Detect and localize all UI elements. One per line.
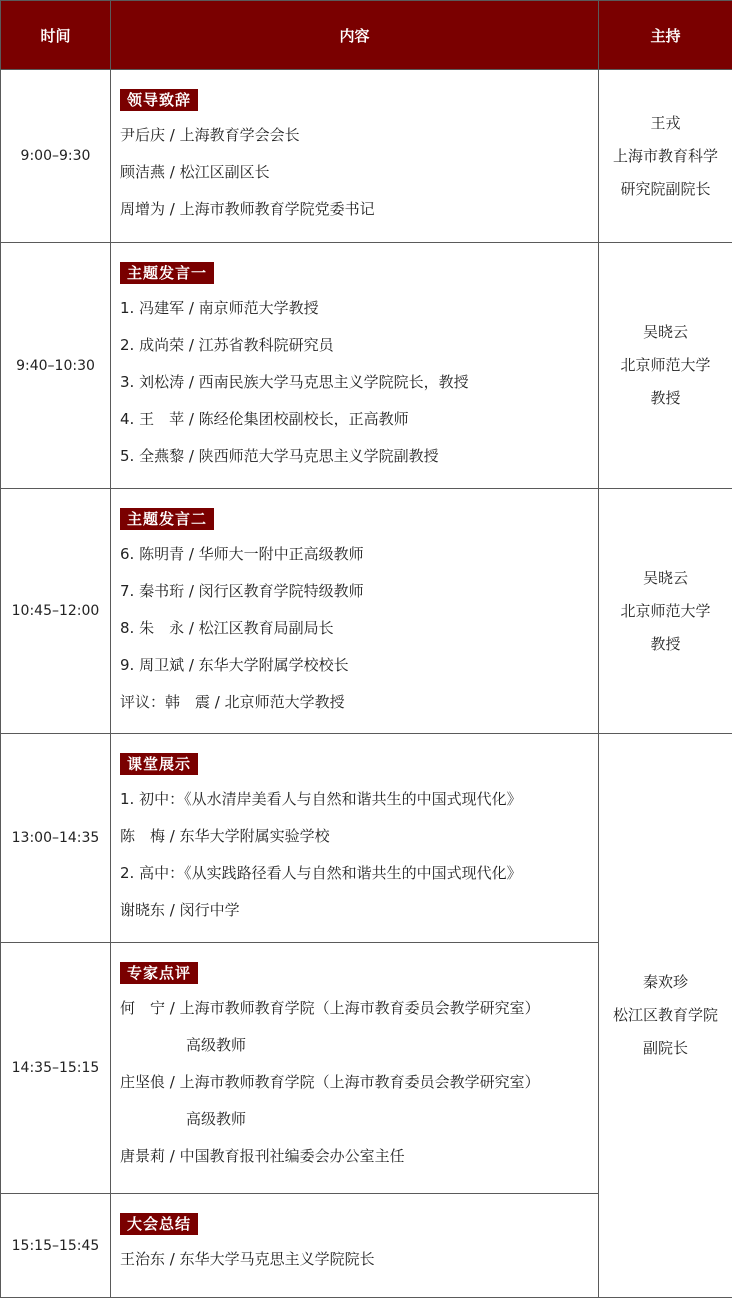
session-content [111,489,599,734]
section-tag: 主题发言二 [120,508,214,530]
speaker-line: 8. 朱 永 / 松江区教育局副局长 [120,619,334,637]
host-cell [599,70,732,243]
host-name: 吴晓云 [642,323,688,341]
teacher-line: 谢晓东 / 闵行中学 [120,901,240,919]
session-time: 14:35–15:15 [1,943,111,1194]
speaker-title-line: 高级教师 [186,1036,247,1054]
session-row [1,734,732,943]
host-cell [599,243,732,489]
lesson-line: 1. 初中：《从水清岸美看人与自然和谐共生的中国式现代化》 [120,790,522,808]
session-content [111,734,599,943]
session-content [111,70,599,243]
host-title: 副院长 [642,1039,688,1057]
speaker-line: 9. 周卫斌 / 东华大学附属学校校长 [120,656,349,674]
speaker-line: 7. 秦书珩 / 闵行区教育学院特级教师 [120,582,364,600]
commentator-line: 评议：韩 震 / 北京师范大学教授 [120,693,345,711]
speaker-line: 王治东 / 东华大学马克思主义学院院长 [120,1250,375,1268]
speaker-line: 4. 王 苹 / 陈经伦集团校副校长，正高教师 [120,410,409,428]
lesson-line: 2. 高中：《从实践路径看人与自然和谐共生的中国式现代化》 [120,864,522,882]
speaker-line: 唐景莉 / 中国教育报刊社编委会办公室主任 [120,1147,405,1165]
speaker-title-line: 高级教师 [186,1110,247,1128]
speaker-line: 周增为 / 上海市教师教育学院党委书记 [120,200,375,218]
speaker-line: 6. 陈明青 / 华师大一附中正高级教师 [120,545,364,563]
host-title: 研究院副院长 [620,179,711,198]
session-time: 9:00–9:30 [1,70,111,243]
host-name: 吴晓云 [642,568,688,587]
session-time: 13:00–14:35 [1,734,111,943]
host-affiliation: 北京师范大学 [620,356,711,374]
section-tag: 领导致辞 [120,89,198,111]
host-title: 教授 [650,389,681,407]
section-tag: 专家点评 [120,962,198,984]
host-affiliation: 北京师范大学 [620,601,711,620]
session-time: 15:15–15:45 [1,1194,111,1298]
teacher-line: 陈 梅 / 东华大学附属实验学校 [120,827,330,845]
header-row [1,1,732,70]
host-affiliation: 上海市教育科学 [612,146,718,165]
host-name: 王戎 [650,113,681,132]
header-time: 时间 [1,1,111,70]
speaker-line: 顾洁燕 / 松江区副区长 [120,163,270,181]
header-host: 主持 [599,1,732,70]
speaker-line: 庄坚俍 / 上海市教师教育学院（上海市教育委员会教学研究室） [120,1073,540,1091]
host-name: 秦欢珍 [642,973,688,991]
speaker-line: 3. 刘松涛 / 西南民族大学马克思主义学院院长，教授 [120,373,469,391]
host-cell [599,734,732,1298]
host-title: 教授 [650,634,681,653]
speaker-line: 2. 成尚荣 / 江苏省教科院研究员 [120,336,334,354]
host-cell [599,489,732,734]
session-row [1,243,732,489]
section-tag: 主题发言一 [120,262,214,284]
host-affiliation: 松江区教育学院 [612,1006,718,1024]
session-time: 9:40–10:30 [1,243,111,489]
session-content [111,943,599,1194]
speaker-line: 1. 冯建军 / 南京师范大学教授 [120,299,319,317]
speaker-line: 5. 全燕黎 / 陕西师范大学马克思主义学院副教授 [120,447,439,465]
section-tag: 课堂展示 [120,753,198,775]
session-content [111,243,599,489]
header-content: 内容 [111,1,599,70]
session-time: 10:45–12:00 [1,489,111,734]
speaker-line: 尹后庆 / 上海教育学会会长 [120,126,300,144]
session-row [1,70,732,243]
session-content [111,1194,599,1298]
section-tag: 大会总结 [120,1213,198,1235]
speaker-line: 何 宁 / 上海市教师教育学院（上海市教育委员会教学研究室） [120,999,540,1017]
session-row [1,489,732,734]
